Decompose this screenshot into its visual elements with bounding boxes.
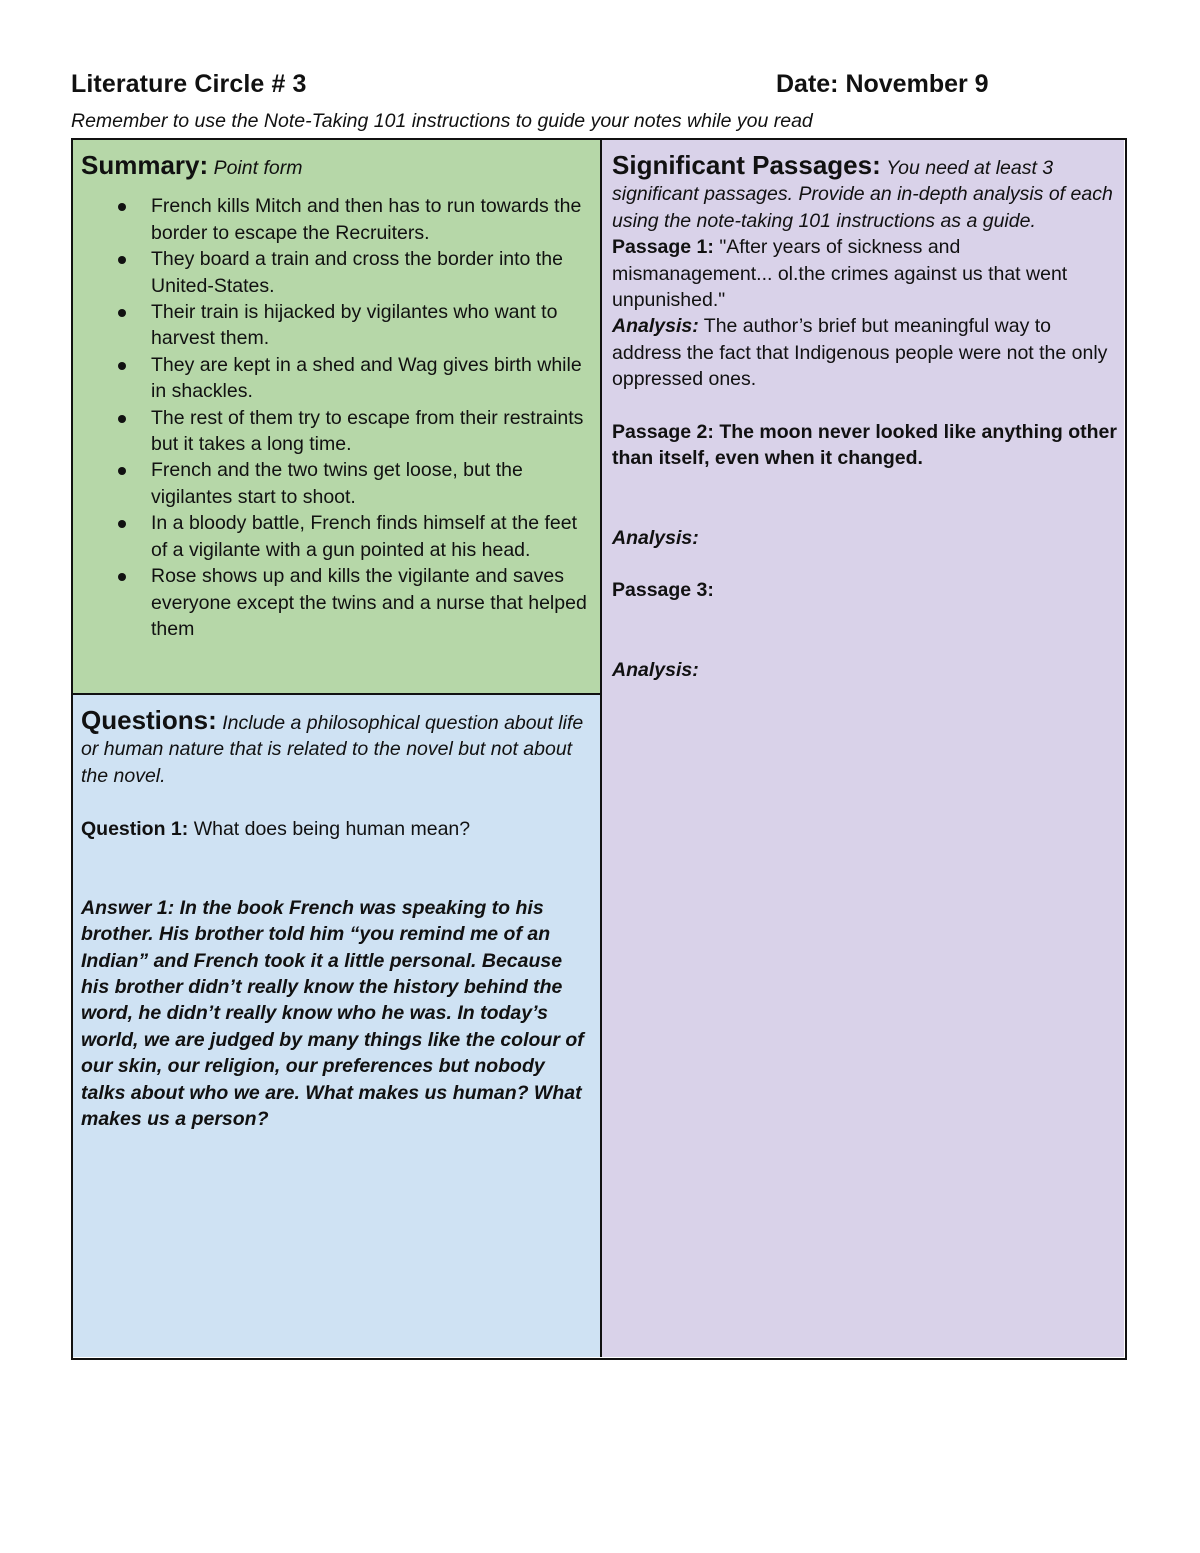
summary-cell — [73, 140, 602, 695]
answer-1: Answer 1: In the book French was speaking to his brother. His brother told him “you remind me of an Indian” and French took it a little personal. Because his brother didn’t really know the history behind the word, he didn’t really know who he was. In today’s world, we are judged by many things like the colour of our skin, our religion, our preferences but nobody talks about who we are. What makes us human? What makes us a person? — [81, 896, 584, 1131]
analysis-1-text: The author’s brief but meaningful way to address the fact that Indigenous people were not the only oppressed ones. — [612, 315, 1108, 391]
summary-description: Point form — [213, 157, 303, 179]
questions-header — [81, 707, 592, 789]
passages-cell — [602, 140, 1124, 1357]
page-title: Literature Circle # 3 — [71, 70, 307, 98]
list-item: French kills Mitch and then has to run towards the border to escape the Recruiters. — [151, 193, 592, 246]
summary-list — [81, 193, 592, 642]
summary-heading: Summary: — [81, 150, 209, 180]
list-item: French and the two twins get loose, but the vigilantes start to shoot. — [151, 457, 592, 510]
question-1-text: What does being human mean? — [193, 817, 471, 840]
passage-3-label: Passage 3: — [612, 579, 714, 602]
spacer — [612, 393, 1118, 419]
spacer — [81, 842, 592, 868]
spacer — [612, 604, 1118, 630]
questions-description: Include a philosophical question about life or human nature that is related to the novel but not about the novel. — [81, 712, 584, 787]
spacer — [81, 868, 592, 894]
list-item: Their train is hijacked by vigilantes who want to harvest them. — [151, 299, 592, 352]
analysis-3-label: Analysis: — [612, 658, 699, 681]
list-item: They are kept in a shed and Wag gives birth while in shackles. — [151, 352, 592, 405]
list-item: They board a train and cross the border into the United-States. — [151, 246, 592, 299]
passage-1-label: Passage 1: — [612, 236, 714, 259]
passage-1 — [612, 234, 1118, 313]
question-1 — [81, 816, 592, 842]
passage-2-label: Passage 2: — [612, 421, 714, 444]
list-item: Rose shows up and kills the vigilante and saves everyone except the twins and a nurse that helped them — [151, 563, 592, 642]
passage-2 — [612, 419, 1118, 472]
date-label: Date: November 9 — [776, 70, 989, 98]
passages-header — [612, 152, 1118, 234]
passage-2-text: The moon never looked like anything other than itself, even when it changed. — [612, 421, 1117, 470]
questions-heading: Questions: — [81, 705, 217, 735]
spacer — [612, 551, 1118, 577]
analysis-2-label: Analysis: — [612, 526, 699, 549]
page-header — [71, 70, 1126, 132]
passages-description: You need at least 3 significant passages. Provide an in-depth analysis of each using the note-taking 101 instructions as a guide. — [612, 157, 1113, 232]
summary-header — [81, 152, 592, 181]
analysis-1-label: Analysis: — [612, 315, 699, 338]
spacer — [81, 789, 592, 815]
question-1-label: Question 1: — [81, 817, 189, 840]
instructions-subtitle: Remember to use the Note-Taking 101 instructions to guide your notes while you read — [71, 110, 813, 132]
passage-1-text: "After years of sickness and mismanagement... ol.the crimes against us that went unpunished." — [612, 236, 1068, 312]
passages-heading: Significant Passages: — [612, 150, 881, 180]
analysis-1 — [612, 313, 1118, 392]
list-item: In a bloody battle, French finds himself at the feet of a vigilante with a gun pointed at his head. — [151, 510, 592, 563]
spacer — [612, 630, 1118, 656]
spacer — [612, 472, 1118, 498]
notes-table — [71, 138, 1127, 1360]
spacer — [612, 498, 1118, 524]
list-item: The rest of them try to escape from their restraints but it takes a long time. — [151, 405, 592, 458]
questions-cell — [73, 695, 602, 1357]
title-row — [71, 70, 1126, 106]
